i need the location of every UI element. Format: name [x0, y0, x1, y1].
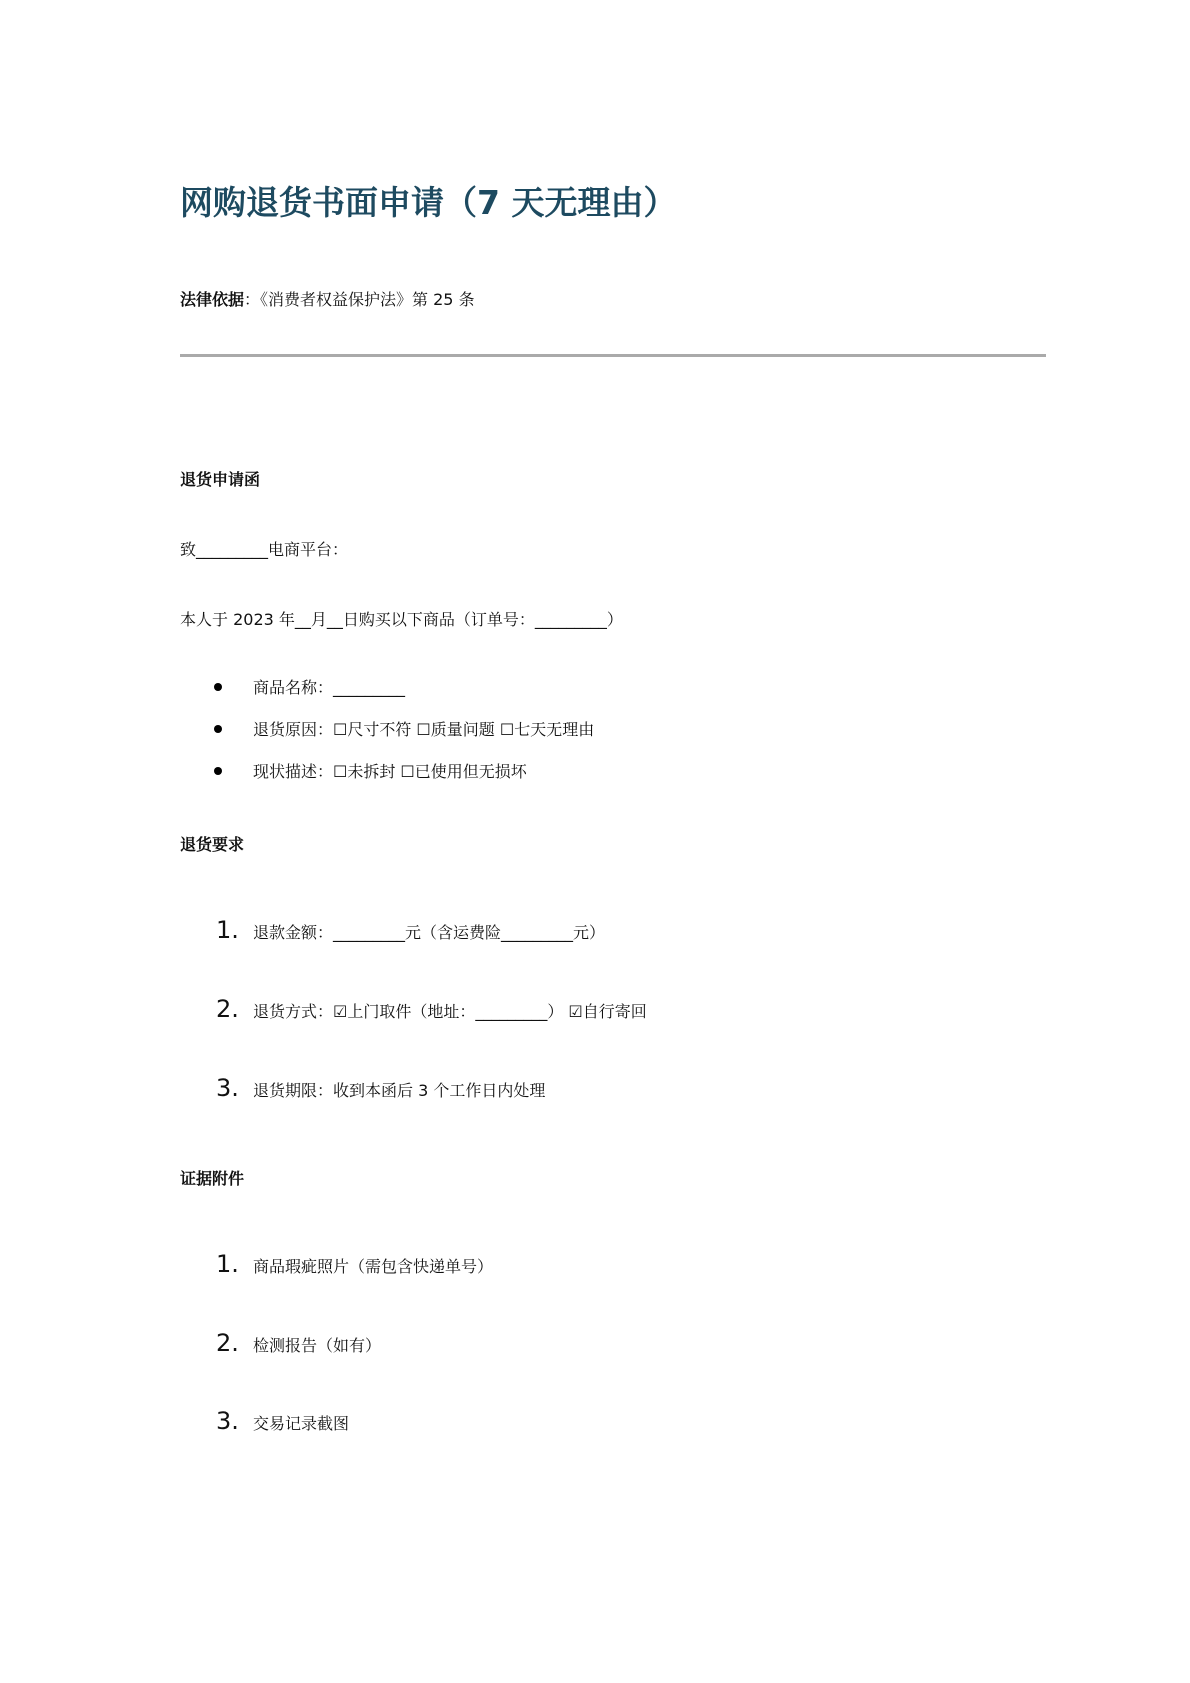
legal-basis-label: 法律依据 [180, 290, 245, 309]
list-number: 1. [216, 1250, 239, 1278]
requirement-refund-amount: 退款金额：_________元（含运费险_________元） [253, 923, 606, 942]
bullet-icon [214, 683, 222, 691]
list-number: 2. [216, 1329, 239, 1357]
attachment-photos: 商品瑕疵照片（需包含快递单号） [253, 1257, 494, 1276]
list-item-product-name: 商品名称：_________ [253, 678, 406, 697]
legal-basis-text: 《消费者权益保护法》第 25 条 [260, 290, 475, 309]
requirement-return-method: 退货方式：☑上门取件（地址：_________） ☑自行寄回 [253, 1002, 647, 1021]
list-number: 2. [216, 995, 239, 1023]
horizontal-divider [180, 354, 1046, 357]
list-number: 3. [216, 1074, 239, 1102]
attachment-report: 检测报告（如有） [253, 1336, 382, 1355]
list-number: 1. [216, 916, 239, 944]
list-item-condition: 现状描述：☐未拆封 ☐已使用但无损坏 [253, 762, 527, 781]
recipient-line: 致_________电商平台： [180, 540, 349, 559]
bullet-icon [214, 725, 222, 733]
attachments-heading: 证据附件 [180, 1169, 245, 1188]
legal-basis [180, 288, 475, 312]
purchase-line: 本人于 2023 年__月__日购买以下商品（订单号：_________） [180, 610, 623, 629]
list-number: 3. [216, 1407, 239, 1435]
requirement-deadline: 退货期限：收到本函后 3 个工作日内处理 [253, 1081, 546, 1100]
page-title: 网购退货书面申请（7 天无理由） [180, 183, 677, 222]
bullet-icon [214, 767, 222, 775]
requirements-heading: 退货要求 [180, 835, 245, 854]
letter-heading: 退货申请函 [180, 470, 261, 489]
list-item-return-reason: 退货原因：☐尺寸不符 ☐质量问题 ☐七天无理由 [253, 720, 595, 739]
attachment-screenshots: 交易记录截图 [253, 1414, 350, 1433]
legal-basis-separator: ： [244, 290, 261, 309]
